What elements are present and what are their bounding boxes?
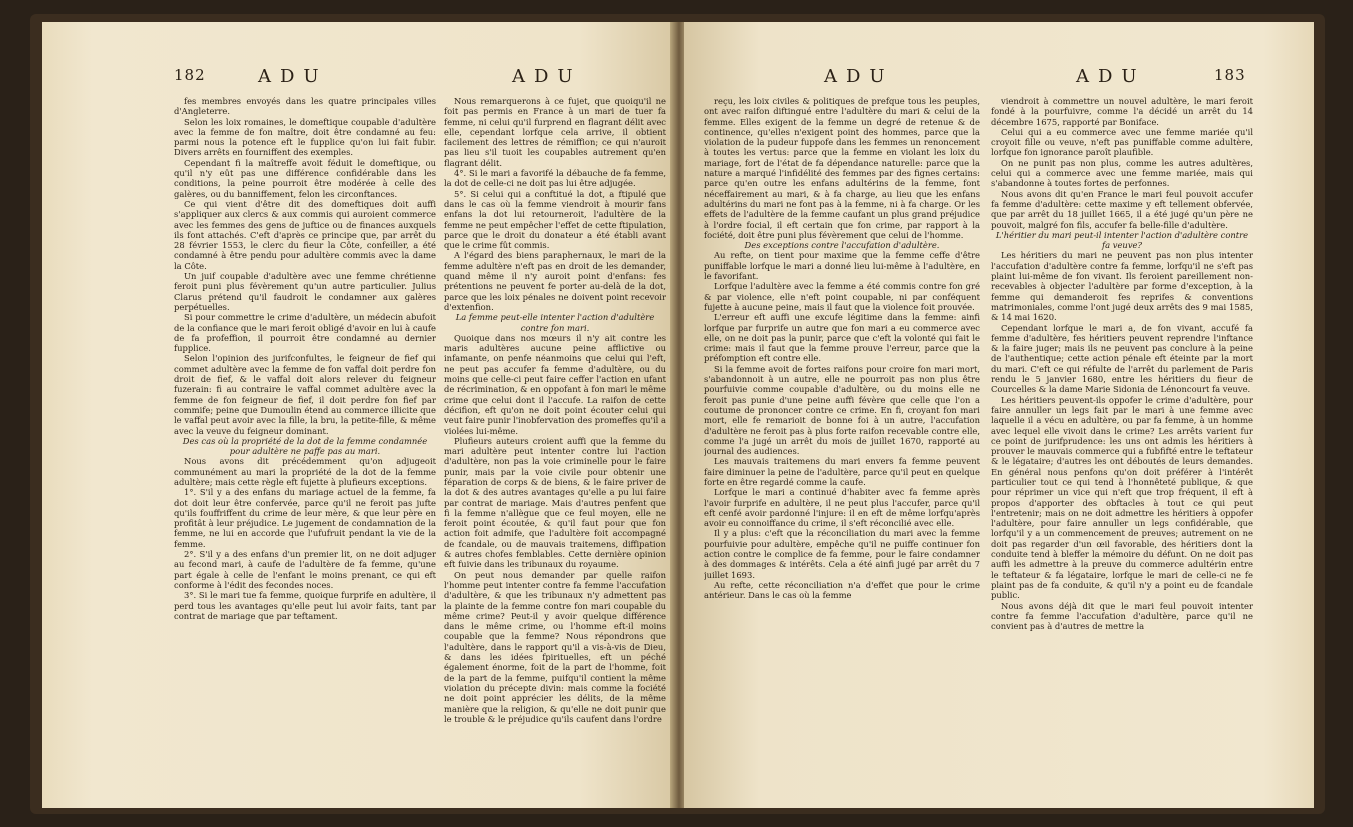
paragraph: Les héritiers du mari ne peuvent pas non plus intenter l'accufation d'adultère contre fa femme, lorfqu'il ne s'eft pas plaint lui-même de fon vivant. Ils feroient pareillement non-recevables à objecter l'adultère par forme d'exception, à la femme qui demanderoit fes reprifes & conventions matrimoniales, comme l'ont jugé deux arrêts des 9 mai 1585, & 14 mai 1620. [991, 250, 1253, 323]
paragraph: Nous avons dit qu'en France le mari feul pouvoit accufer fa femme d'adultère: cette maxime y eft tellement obfervée, que par arrêt du 18 juillet 1665, il a été jugé qu'un père ne pouvoit, malgré fon fils, accufer fa belle-fille d'adultère. [991, 188, 1253, 230]
paragraph: Cependant lorfque le mari a, de fon vivant, accufé fa femme d'adultère, fes héritiers peuvent reprendre l'inftance & la faire juger; mais ils ne peuvent pas conclure à la peine de l'authentique; cette action pénale eft éteinte par la mort du mari. C'eft ce qui réfulte de l'arrêt du parlement de Paris rendu le 5 janvier 1680, entre les héritiers du fieur de Courcelles & la dame Marie Sidonia de Lénoncourt fa veuve. [991, 322, 1253, 395]
paragraph: viendroit à commettre un nouvel adultère, le mari feroit fondé à la pourfuivre, comme l'a décidé un arrêt du 14 décembre 1675, rapporté par Boniface. [991, 96, 1253, 127]
paragraph: reçu, les loix civiles & politiques de prefque tous les peuples, ont avec raifon diftingué entre l'adultère du mari & celui de la femme. Elles exigent de la femme un degré de retenue & de continence, qu'elles n'exigent point des hommes, parce que la violation de la pudeur fuppofe dans les femmes un renoncement à toutes les vertus: parce que la femme en violant les loix du mariage, fort de l'état de fa dépendance naturelle: parce que la nature a marqué l'infidélité des femmes par des fignes certains: parce qu'en outre les enfans adultérins de la femme, font néceffairement au mari, & à fa charge, au lieu que les enfans adultérins du mari ne font pas à la femme, ni à fa charge. Or les effets de l'adultère de la femme caufant un plus grand préjudice à l'ordre focial, il eft certain que fon crime, par rapport à la fociété, doit être puni plus févèrement que celui de l'homme. [704, 96, 980, 240]
paragraph: Nous remarquerons à ce fujet, que quoiqu'il ne foit pas permis en France à un mari de tuer fa femme, ni celui qu'il furprend en flagrant délit avec elle, cependant lorfque cela arrive, il obtient facilement des lettres de rémiffion; ce qui n'auroit pas lieu s'il tuoit les coupables autrement qu'en flagrant délit. [444, 96, 666, 168]
paragraph: 1°. S'il y a des enfans du mariage actuel de la femme, fa dot doit leur être confervée, parce qu'il ne feroit pas jufte qu'ils fouffriffent du crime de leur mère, & que leur père en profitât à leur préjudice. Le jugement de condamnation de la femme, ne lui en accorde que l'ufufruit pendant la vie de la femme. [174, 487, 436, 549]
paragraph: Quoique dans nos mœurs il n'y ait contre les maris adultères aucune peine afflictive ou infamante, on penfe néanmoins que celui qui l'eft, ne peut pas accufer fa femme d'adultère, ou du moins que celle-ci peut faire ceffer l'action en ufant de récrimination, & en oppofant à fon mari le même crime que celui dont il l'accufe. La raifon de cette décifion, eft qu'on ne doit point écouter celui qui veut faire punir l'inobfervation des promeffes qu'il a violées lui-même. [444, 332, 666, 436]
paragraph: Lorfque le mari a continué d'habiter avec fa femme après l'avoir furprife en adultère, il ne peut plus l'accufer, parce qu'il eft cenfé avoir pardonné l'injure: il en eft de même lorfqu'après avoir eu connoiffance du crime, il s'eft réconcilié avec elle. [704, 487, 980, 529]
paragraph: On ne punit pas non plus, comme les autres adultères, celui qui a commerce avec une femme mariée, mais qui s'abandonne à toutes fortes de perfonnes. [991, 157, 1253, 189]
paragraph: L'erreur eft auffi une excufe légitime dans la femme: ainfi lorfque par furprife un autre que fon mari a eu commerce avec elle, on ne doit pas la punir, parce que c'eft la volonté qui fait le crime: mais il faut que la femme prouve l'erreur, parce que la préfomption eft contre elle. [704, 312, 980, 364]
paragraph: Selon les loix romaines, le domeftique coupable d'adultère avec la femme de fon maître, doit être condamné au feu: parmi nous la potence eft le fupplice qu'on lui fait fubir. Divers arrêts en fourniffent des exemples. [174, 116, 436, 158]
paragraph: Au refte, cette réconciliation n'a d'effet que pour le crime antérieur. Dans le cas où la femme [704, 579, 980, 601]
right-column-2 [991, 96, 1253, 796]
left-running-head-1: ADU [258, 66, 328, 87]
paragraph: Ce qui vient d'être dit des domeftiques doit auffi s'appliquer aux clercs & aux commis qui auroient commerce avec les femmes des gens de juftice ou de finances auxquels ils font attachés. C'eft d'après ce principe que, par arrêt du 28 février 1553, le clerc du fieur la Côte, confeiller, a été condamné à être pendu pour adultère commis avec la dame la Côte. [174, 198, 436, 271]
paragraph: Nous avons dit précédemment qu'on adjugeoit communément au mari la propriété de la dot de la femme adultère; mais cette règle eft fujette à plufieurs exceptions. [174, 456, 436, 487]
left-column-2 [444, 96, 666, 796]
right-page-header [684, 66, 1314, 94]
paragraph: Cependant fi la maîtreffe avoit féduit le domeftique, ou qu'il n'y eût pas une différence confidérable dans les conditions, la peine pourroit être modérée à celle des galères, ou du banniffement, felon les circonftances. [174, 157, 436, 199]
paragraph: Un juif coupable d'adultère avec une femme chrétienne feroit puni plus févèrement qu'un autre particulier. Julius Clarus prétend qu'il faudroit le condamner aux galères perpétuelles. [174, 271, 436, 312]
paragraph: A l'égard des biens paraphernaux, le mari de la femme adultère n'eft pas en droit de les demander, quand même il n'y auroit point d'enfans: fes prétentions ne peuvent fe porter au-delà de la dot, parce que les loix pénales ne doivent point recevoir d'extenfion. [444, 250, 666, 312]
paragraph: Lorfque l'adultère avec la femme a été commis contre fon gré & par violence, elle n'eft point coupable, ni par conféquent fujette à aucune peine, mais il faut que la violence foit prouvée. [704, 281, 980, 312]
paragraph: Les héritiers peuvent-ils oppofer le crime d'adultère, pour faire annuller un legs fait par le mari à une femme avec laquelle il a vécu en adultère, ou par fa femme, à un homme avec lequel elle vivoit dans le crime? Les arrêts varient fur ce point de jurifprudence: les uns ont admis les héritiers à prouver le mauvais commerce qui a fubfifté entre le teftateur & le légataire; d'autres les ont déboutés de leurs demandes. En général nous penfons qu'on doit préférer à l'intérêt particulier tout ce qui tend à l'honnêteté publique, & que pour réprimer un vice qui n'eft que trop fréquent, il eft à propos d'apporter des obftacles à tout ce qui peut l'entretenir; mais on ne doit admettre les héritiers à oppofer l'adultère, pour faire annuller un legs confidérable, que lorfqu'il y a un commencement de preuves; autrement on ne doit pas regarder d'un œil favorable, des héritiers dont la conduite tend à bleffer la mémoire du défunt. On ne doit pas auffi les admettre à la preuve du commerce adultérin entre le teftateur & fa légataire, lorfque le mari de celle-ci ne fe plaint pas de fa conduite, & qu'il n'y a point eu de fcandale public. [991, 394, 1253, 601]
left-column-1 [174, 96, 436, 796]
right-page-number: 183 [1214, 66, 1246, 84]
right-running-head-2: ADU [1076, 66, 1146, 87]
right-running-head-1: ADU [824, 66, 894, 87]
paragraph: 5°. Si celui qui a conftitué la dot, a ftipulé que dans le cas où la femme viendroit à mourir fans enfans la dot lui retourneroit, l'adultère de la femme ne peut empêcher l'effet de cette ftipulation, parce que le droit du donateur a été établi avant que le crime fût commis. [444, 188, 666, 251]
section-heading: La femme peut-elle intenter l'action d'adultère contre fon mari. [455, 312, 655, 333]
left-page-header [42, 66, 674, 94]
paragraph: Si la femme avoit de fortes raifons pour croire fon mari mort, s'abandonnoit à un autre, elle ne pourroit pas non plus être pourfuivie comme coupable d'adultère, ou du moins elle ne feroit pas punie d'une peine auffi févère que celle que l'on a coutume de prononcer contre ce crime. En fi, croyant fon mari mort, elle fe remarioit de bonne foi à un autre, l'accufation d'adultère ne feroit pas à plus forte raifon recevable contre elle, comme l'a jugé un arrêt du mois de juillet 1670, rapporté au journal des audiences. [704, 363, 980, 457]
left-page-number: 182 [174, 66, 206, 84]
paragraph: On peut nous demander par quelle raifon l'homme peut intenter contre fa femme l'accufation d'adultère, & que les tribunaux n'y admettent pas la plainte de la femme contre fon mari coupable du même crime? Peut-il y avoir quelque différence dans le même crime, ou l'homme eft-il moins coupable que la femme? Nous répondrons que l'adultère, dans le rapport qu'il a vis-à-vis de Dieu, & dans les idées fpirituelles, eft un péché également énorme, foit de la part de l'homme, foit de la part de la femme, puifqu'il contient la même violation du précepte divin: mais comme la fociété ne doit point apprécier les délits, de la même manière que la religion, & qu'elle ne doit punir que le trouble & le préjudice qu'ils caufent dans l'ordre [444, 569, 666, 724]
paragraph: Si pour commettre le crime d'adultère, un médecin abufoit de la confiance que le mari feroit obligé d'avoir en lui à caufe de fa profeffion, il pourroit être condamné au dernier fupplice. [174, 312, 436, 354]
section-heading: Des exceptions contre l'accufation d'adultère. [744, 240, 940, 251]
right-page [684, 22, 1314, 808]
paragraph: Plufieurs auteurs croient auffi que la femme du mari adultère peut intenter contre lui l'action d'adultère, non pas la voie criminelle pour le faire punir, mais par la voie civile pour obtenir une féparation de corps & de biens, & le faire priver de la dot & des autres avantages qu'elle a pu lui faire par contrat de mariage. Mais d'autres penfent que fi la femme n'allègue que ce feul moyen, elle ne feroit point écoutée, & qu'il faut pour que fon action foit admife, que l'adultère foit accompagné de fcandale, ou de mauvais traitemens, diffipation & autres chofes femblables. Cette dernière opinion eft fuivie dans les tribunaux du royaume. [444, 435, 666, 570]
paragraph: Selon l'opinion des jurifconfultes, le feigneur de fief qui commet adultère avec la femme de fon vaffal doit perdre fon droit de fief, & le vaffal doit alors relever du feigneur fuzerain: fi au contraire le vaffal commet adultère avec la femme de fon feigneur de fief, il doit perdre fon fief par commife; peine que Dumoulin étend au commerce illicite que le vaffal peut avoir avec la fille, la bru, la petite-fille, & même avec la veuve du feigneur dominant. [174, 353, 436, 436]
paragraph: fes membres envoyés dans les quatre principales villes d'Angleterre. [174, 96, 436, 117]
left-page [42, 22, 674, 808]
paragraph: Nous avons déjà dit que le mari feul pouvoit intenter contre fa femme l'accufation d'adultère, parce qu'il ne convient pas à d'autres de mettre la [991, 600, 1253, 632]
left-running-head-2: ADU [512, 66, 582, 87]
section-heading: L'héritier du mari peut-il intenter l'action d'adultère contre fa veuve? [995, 229, 1249, 251]
paragraph: 4°. Si le mari a favorifé la débauche de fa femme, la dot de celle-ci ne doit pas lui être adjugée. [444, 168, 666, 189]
paragraph: Celui qui a eu commerce avec une femme mariée qu'il croyoit fille ou veuve, n'eft pas puniffable comme adultère, lorfque fon ignorance paroît plaufible. [991, 126, 1253, 158]
right-column-1 [704, 96, 980, 796]
paragraph: Au refte, on tient pour maxime que la femme ceffe d'être puniffable lorfque le mari a donné lieu lui-même à l'adultère, en le favorifant. [704, 250, 980, 282]
section-heading: Des cas où la propriété de la dot de la femme condamnée pour adultère ne paffe pas au mari. [182, 435, 428, 457]
open-book [30, 14, 1325, 814]
paragraph: Il y a plus: c'eft que la réconciliation du mari avec la femme pourfuivie pour adultère, empêche qu'il ne puiffe continuer fon action contre le complice de fa femme, pour le faire condamner à des dommages & intérêts. Cela a été ainfi jugé par arrêt du 7 juillet 1693. [704, 528, 980, 580]
paragraph: 3°. Si le mari tue fa femme, quoique furprife en adultère, il perd tous les avantages qu'elle peut lui avoir faits, tant par contrat de mariage que par teftament. [174, 590, 436, 621]
paragraph: 2°. S'il y a des enfans d'un premier lit, on ne doit adjuger au fecond mari, à caufe de l'adultère de fa femme, qu'une part égale à celle de l'enfant le moins prenant, ce qui eft conforme à l'édit des fecondes noces. [174, 549, 436, 590]
paragraph: Les mauvais traitemens du mari envers fa femme peuvent faire diminuer la peine de l'adultère, parce qu'il peut en quelque forte en être regardé comme la caufe. [704, 456, 980, 487]
